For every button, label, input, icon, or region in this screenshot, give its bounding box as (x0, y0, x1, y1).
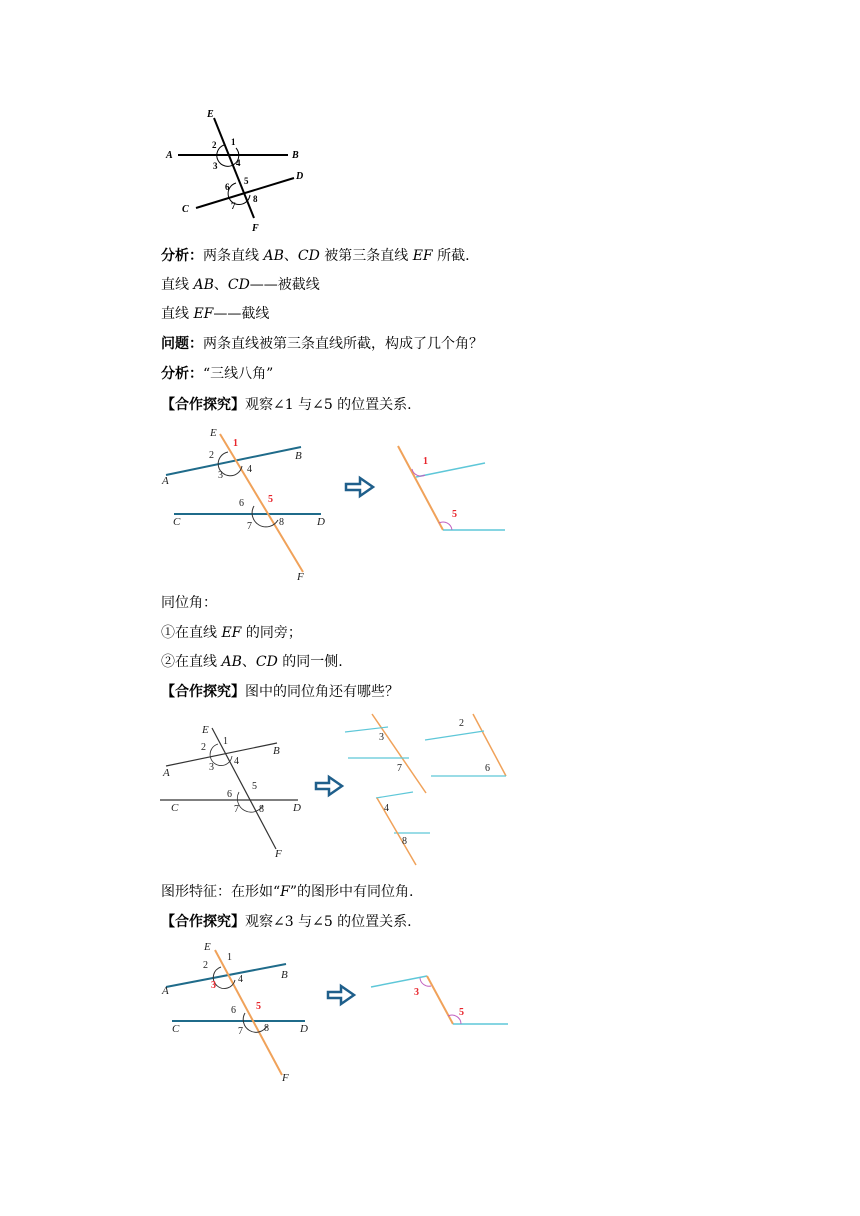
svg-text:6: 6 (485, 763, 490, 774)
svg-text:E: E (210, 427, 217, 439)
angle-6: 6 (225, 182, 230, 192)
angle-4: 4 (236, 158, 241, 168)
svg-text:3: 3 (218, 470, 223, 481)
label-e: E (207, 109, 214, 120)
svg-text:7: 7 (247, 521, 252, 532)
angle-5: 5 (244, 176, 249, 186)
angle-1: 1 (231, 137, 236, 147)
explore2-heading: 【合作探究】图中的同位角还有哪些？ (161, 684, 399, 700)
svg-text:8: 8 (402, 836, 407, 847)
svg-text:5: 5 (459, 1007, 464, 1018)
svg-text:D: D (293, 802, 301, 814)
svg-text:8: 8 (259, 804, 264, 815)
svg-text:7: 7 (397, 763, 402, 774)
svg-text:B: B (273, 745, 280, 757)
svg-text:7: 7 (238, 1026, 243, 1037)
svg-text:2: 2 (201, 742, 206, 753)
svg-text:C: C (171, 802, 179, 814)
svg-text:2: 2 (209, 450, 214, 461)
svg-text:3: 3 (379, 732, 384, 743)
label-f: F (252, 223, 259, 234)
svg-text:8: 8 (279, 517, 284, 528)
svg-text:C: C (173, 516, 181, 528)
svg-text:6: 6 (231, 1005, 236, 1016)
rule-1: ①在直线 EF 的同旁； (161, 625, 302, 641)
svg-text:8: 8 (264, 1023, 269, 1034)
svg-text:A: A (162, 985, 169, 997)
svg-text:F: F (297, 571, 304, 583)
label-a: A (166, 150, 173, 161)
svg-text:A: A (162, 475, 169, 487)
svg-text:7: 7 (234, 804, 239, 815)
svg-text:6: 6 (239, 498, 244, 509)
svg-text:4: 4 (238, 974, 243, 985)
cut-lines-line: 直线 AB、CD——被截线 (161, 277, 320, 293)
svg-text:1: 1 (227, 952, 232, 963)
svg-text:4: 4 (247, 464, 252, 475)
svg-text:1: 1 (233, 438, 238, 449)
angle-3: 3 (213, 161, 218, 171)
svg-text:3: 3 (414, 987, 419, 998)
svg-text:C: C (172, 1023, 180, 1035)
explore3-heading: 【合作探究】观察∠3 与∠5 的位置关系. (161, 914, 412, 930)
svg-text:5: 5 (256, 1001, 261, 1012)
figure-angle-1-5 (160, 422, 520, 587)
figure-angle-3-5 (160, 938, 520, 1088)
svg-text:4: 4 (234, 756, 239, 767)
svg-text:5: 5 (252, 781, 257, 792)
rule-2: ②在直线 AB、CD 的同一侧. (161, 654, 343, 670)
svg-text:D: D (300, 1023, 308, 1035)
svg-text:1: 1 (223, 736, 228, 747)
svg-text:E: E (204, 941, 211, 953)
angle-8: 8 (253, 194, 258, 204)
svg-text:A: A (163, 767, 170, 779)
svg-text:4: 4 (384, 803, 389, 814)
angle-7: 7 (231, 201, 236, 211)
label-b: B (292, 150, 299, 161)
svg-text:B: B (295, 450, 302, 462)
label-c: C (182, 204, 189, 215)
svg-text:6: 6 (227, 789, 232, 800)
figure-other-corresponding-angles (160, 710, 520, 860)
question-line: 问题：两条直线被第三条直线所截，构成了几个角？ (161, 336, 483, 352)
label-d: D (296, 171, 304, 182)
shape-feature-line: 图形特征：在形如“F”的图形中有同位角. (161, 884, 414, 900)
svg-text:1: 1 (423, 456, 428, 467)
svg-text:D: D (317, 516, 325, 528)
svg-text:E: E (202, 724, 209, 736)
explore1-heading: 【合作探究】观察∠1 与∠5 的位置关系. (161, 397, 412, 413)
figure-three-lines-eight-angles (160, 105, 320, 235)
analysis-line: 分析：两条直线 AB、CD 被第三条直线 EF 所截. (161, 248, 470, 264)
svg-text:F: F (282, 1072, 289, 1084)
svg-text:3: 3 (211, 980, 216, 991)
svg-text:F: F (275, 848, 282, 860)
analysis2-line: 分析：“三线八角” (161, 366, 274, 382)
transversal-line: 直线 EF——截线 (161, 306, 270, 322)
svg-text:5: 5 (452, 509, 457, 520)
svg-text:5: 5 (268, 494, 273, 505)
svg-text:2: 2 (203, 960, 208, 971)
angle-2: 2 (212, 140, 217, 150)
corresponding-angles-title: 同位角： (161, 595, 217, 611)
svg-text:2: 2 (459, 718, 464, 729)
svg-text:3: 3 (209, 762, 214, 773)
svg-text:B: B (281, 969, 288, 981)
